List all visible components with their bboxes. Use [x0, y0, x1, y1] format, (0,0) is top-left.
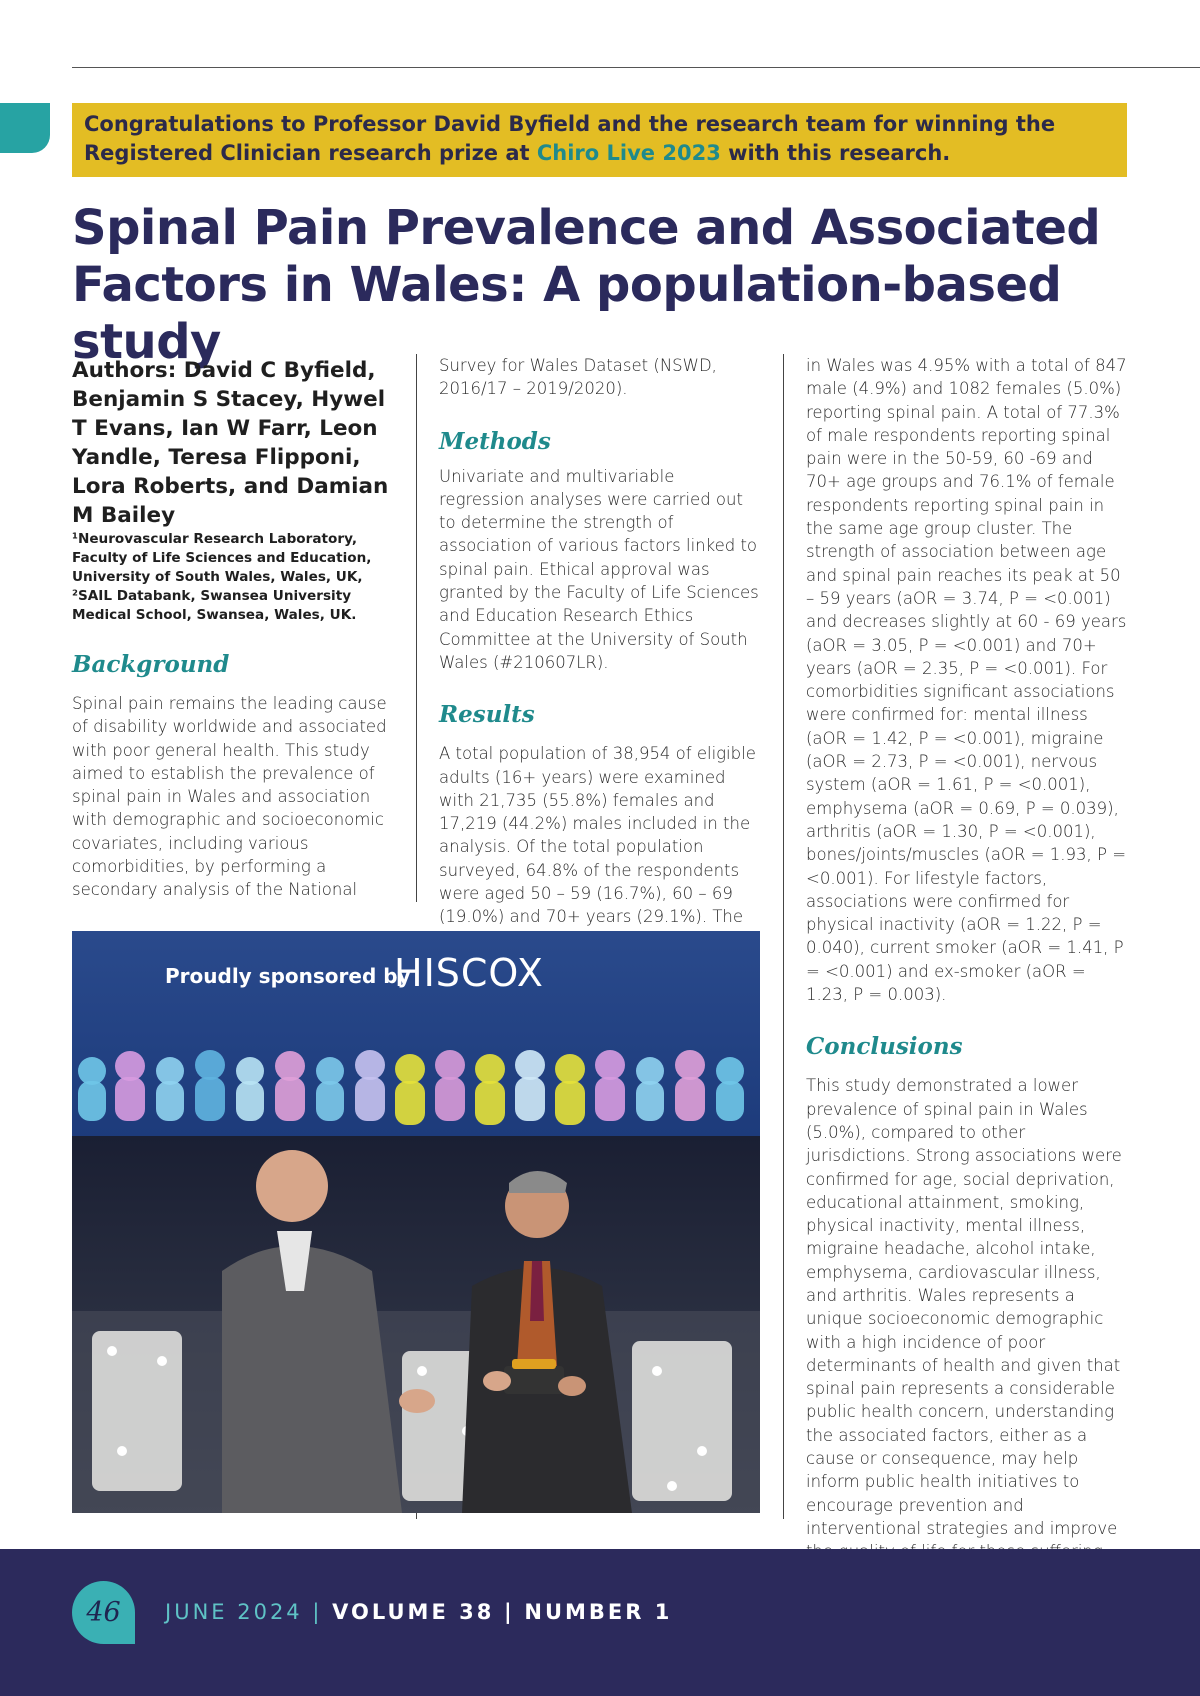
results-continued-text: in Wales was 4.95% with a total of 847 male (4.9%) and 1082 females (5.0%) reporting spinal pain. A total of 77.3% of male respondents reporting spinal pain were in the 50-59, 60 -69 and 70+ age groups and 76.1% of female respondents reporting spinal pain in the same age group cluster. The strength of association between age and spinal pain reaches its peak at 50 – 59 years (aOR = 3.74, P = <0.001) and decreases slightly at 60 - 69 years (aOR = 3.05, P = <0.001) and 70+ years (aOR = 2.35, P = <0.001). For comorbidities significant associations were confirmed for: mental illness (aOR = 1.42, P = <0.001), migraine (aOR = 2.73, P = <0.001), nervous system (aOR = 1.61, P = <0.001), emphysema (aOR = 0.69, P = 0.039), arthritis (aOR = 1.30, P = <0.001), bones/joints/muscles (aOR = 1.93, P = <0.001). For lifestyle factors, associations were confirmed for physical inactivity (aOR = 1.22, P = 0.040), current smoker (aOR = 1.41, P = <0.001) and ex-smoker (aOR = 1.23, P = 0.003). [806, 356, 1127, 1005]
banner-text-before: Congratulations to Professor David Byfield and the research team for winning the Registered Clinician research prize at [84, 112, 1056, 165]
column-2 [439, 354, 762, 952]
number-label: NUMBER 1 [524, 1600, 673, 1624]
results-heading: Results [439, 701, 535, 729]
sponsor-text: Proudly sponsored by [165, 964, 411, 988]
authors: Authors: David C Byfield, Benjamin S Stacey, Hywel T Evans, Ian W Farr, Leon Yandle, Teresa Flipponi, Lora Roberts, and Damian M Bailey [72, 358, 389, 528]
award-ceremony-photo [72, 931, 760, 1513]
separator-2: | [504, 1600, 515, 1624]
column-divider-2 [416, 1513, 417, 1519]
methods-heading: Methods [439, 427, 551, 455]
separator-1: | [312, 1600, 323, 1624]
volume-label: VOLUME 38 [332, 1600, 495, 1624]
corner-tab [0, 103, 50, 153]
issue-date: JUNE 2024 [165, 1600, 303, 1624]
affiliation: ¹Neurovascular Research Laboratory, Faculty of Life Sciences and Education, University of South Wales, Wales, UK, ²SAIL Databank, Swansea University Medical School, Swansea, Wales, UK. [72, 531, 372, 623]
congratulations-banner [72, 103, 1127, 177]
column-divider-1 [416, 354, 417, 902]
sponsor-brand: HISCOX [394, 951, 544, 995]
conclusions-text: This study demonstrated a lower prevalence of spinal pain in Wales (5.0%), compared to other jurisdictions. Strong associations were confirmed for age, social deprivation, educational attainment, smoking, physical inactivity, mental illness, migraine headache, alcohol intake, emphysema, cardiovascular illness, and arthritis. Wales represents a unique socioeconomic demographic with a high incidence of poor determinants of health and given that spinal pain represents a considerable public health concern, understanding the associated factors, either as a cause or consequence, may help inform public health initiatives to encourage prevention and interventional strategies and improve [806, 1076, 1122, 1538]
banner-text-after: with this research. [720, 141, 951, 165]
results-text: A total population of 38,954 of eligible adults (16+ years) were examined with 21,735 (55.8%) females and 17,219 (44.2%) males included in the analysis. Of the total population surveyed, 64.8% of the respondents were aged 50 – 59 (16.7%), 60 – 69 (19.0%) and 70+ years (29.1%). The [439, 744, 756, 927]
background-heading: Background [72, 651, 230, 678]
conclusions-heading: Conclusions [806, 1033, 963, 1061]
methods-text: Univariate and multivariable regression analyses were carried out to determine the strength of association of various factors linked to spinal pain. Ethical approval was granted by the Faculty of Life Sciences and Education Research Ethics Committee at the University of South Wales (#210607LR). [439, 466, 759, 672]
page-number-badge: 46 [72, 1581, 135, 1644]
issue-info [165, 1600, 672, 1624]
column-1 [72, 356, 397, 902]
column-3 [806, 354, 1132, 1587]
award-photo-illustration [72, 931, 760, 1513]
top-rule [72, 67, 1200, 68]
column-divider-3 [783, 354, 784, 1519]
dataset-text: Survey for Wales Dataset (NSWD, 2016/17 – 2019/2020). [439, 356, 717, 399]
background-text: Spinal pain remains the leading cause of disability worldwide and associated with poor general health. This study aimed to establish the prevalence of spinal pain in Wales and association with demographic and socioeconomic covariates, including various comorbidities, by performing a secondary analysis of the National [72, 694, 387, 900]
chiro-live-link[interactable]: Chiro Live 2023 [536, 141, 721, 165]
page-title: Spinal Pain Prevalence and Associated Factors in Wales: A population-based study [72, 200, 1101, 370]
